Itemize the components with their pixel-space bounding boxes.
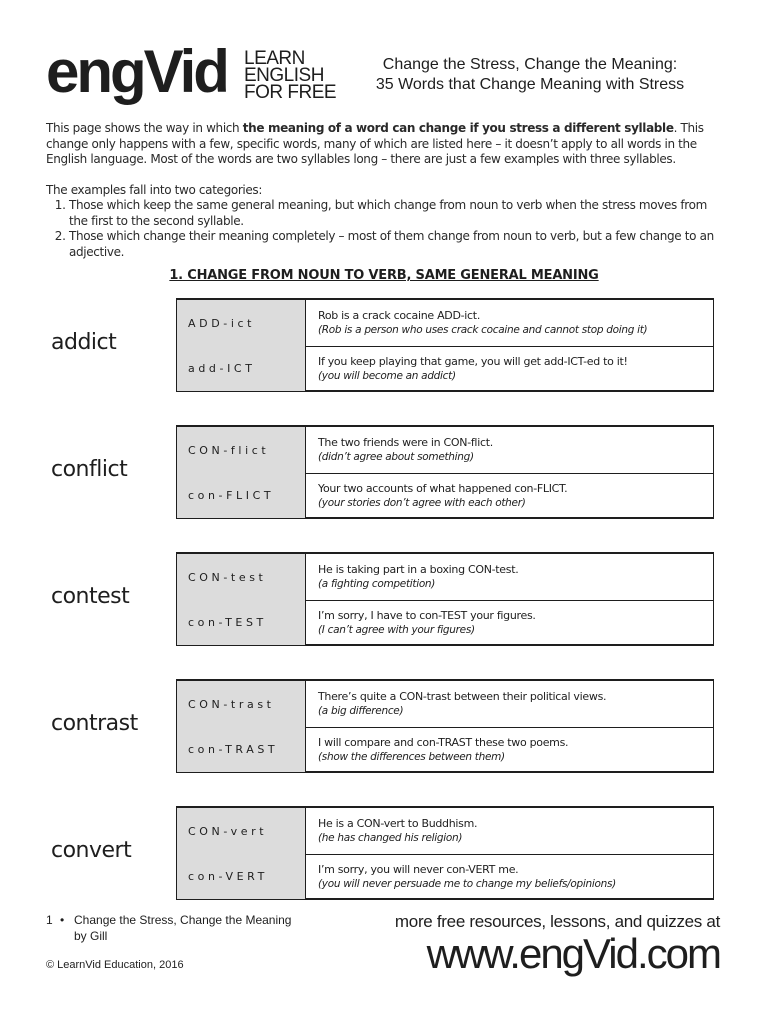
intro-p1-bold: the meaning of a word can change if you stress a different syllable [242,121,674,135]
entry-word: addict [51,330,117,355]
example-sentence: He is taking part in a boxing CON-test. [318,563,519,576]
intro-paragraph-1 [46,121,722,168]
example-meaning: (a big difference) [318,705,404,717]
example-cell [318,681,707,727]
category-item: 1. Those which keep the same general meaning, but which change from noun to verb when the stress moves from the first to the second syllable. [69,198,722,229]
word-entry [0,552,768,648]
word-entry [0,806,768,902]
footer-author: by Gill [74,929,108,943]
example-meaning: (your stories don’t agree with each other) [318,496,526,509]
section-heading: 1. CHANGE FROM NOUN TO VERB, SAME GENERAL MEANING [169,268,599,283]
logo-tagline [244,50,336,101]
footer-copyright: © LearnVid Education, 2016 [46,959,184,971]
pronunciation-cell: con-TRAST [177,727,306,772]
intro-paragraph-2: The examples fall into two categories: [46,182,263,197]
stress-row [177,473,713,518]
pronunciation-cell: con-FLICT [177,473,306,518]
document-title [345,55,715,95]
footer-more-resources: more free resources, lessons, and quizzes at [394,912,720,931]
pronunciation-cell: CON-trast [177,681,306,727]
entry-word: conflict [51,457,128,482]
example-meaning: (Rob is a person who uses crack cocaine and cannot stop doing it) [318,324,648,336]
example-cell [318,808,707,854]
pronunciation-cell: ADD-ict [177,300,306,346]
stress-row [177,854,713,899]
pronunciation-cell: CON-flict [177,427,306,473]
example-meaning: (show the differences between them) [318,750,505,763]
tagline-line-1: LEARN [244,48,305,69]
example-cell [318,300,707,346]
word-entry [0,425,768,521]
stress-table [176,552,714,646]
pronunciation-cell: con-TEST [177,600,306,645]
pronunciation-cell: con-VERT [177,854,306,899]
logo-wordmark: engVid [46,38,227,105]
example-cell [318,600,707,645]
stress-table [176,425,714,519]
intro-p1-end: . This change only happens with a few, specific words, many of which are listed here – it doesn’t apply to all words in the English language. Most of the words are two syllables long – there are just a few examples with three syllables. [46,121,704,166]
stress-row [177,300,713,347]
example-cell [318,854,707,899]
word-entry [0,298,768,394]
stress-row [177,427,713,474]
example-cell [318,427,707,473]
tagline-line-3: FOR FREE [244,82,337,103]
tagline-line-2: ENGLISH [244,65,324,86]
example-meaning: (you will become an addict) [318,369,456,382]
example-cell [318,473,707,518]
stress-row [177,346,713,391]
example-sentence: I’m sorry, you will never con-VERT me. [318,862,519,876]
intro-text [46,121,722,260]
example-cell [318,346,707,391]
stress-row [177,554,713,601]
stress-table [176,298,714,392]
footer-website-link[interactable]: www.engVid.com [426,930,720,977]
title-line-1: Change the Stress, Change the Meaning: [382,56,678,73]
example-sentence: Rob is a crack cocaine ADD-ict. [318,309,481,322]
example-meaning: (a fighting competition) [318,578,436,590]
example-sentence: If you keep playing that game, you will get add-ICT-ed to it! [318,354,628,368]
stress-row [177,600,713,645]
stress-table [176,806,714,900]
footer-promo [395,912,720,976]
example-sentence: I will compare and con-TRAST these two poems. [318,735,569,749]
example-meaning: (you will never persuade me to change my beliefs/opinions) [318,877,616,890]
categories-list [46,198,722,260]
stress-row [177,681,713,728]
example-sentence: There’s quite a CON-trast between their political views. [318,690,607,703]
title-line-2: 35 Words that Change Meaning with Stress [375,76,685,93]
footer-bullet: • [60,913,65,927]
pronunciation-cell: CON-vert [177,808,306,854]
example-sentence: Your two accounts of what happened con-FLICT. [318,481,568,495]
entry-word: contest [51,584,130,609]
example-cell [318,554,707,600]
example-meaning: (I can’t agree with your figures) [318,623,475,636]
category-item: 2. Those which change their meaning completely – most of them change from noun to verb, but a few change to an adjective. [69,229,722,260]
stress-row [177,808,713,855]
example-meaning: (didn’t agree about something) [318,451,474,463]
pronunciation-cell: CON-test [177,554,306,600]
entry-word: convert [51,838,132,863]
example-sentence: I’m sorry, I have to con-TEST your figures. [318,608,536,622]
stress-table [176,679,714,773]
pronunciation-cell: add-ICT [177,346,306,391]
example-meaning: (he has changed his religion) [318,832,463,844]
footer-title: Change the Stress, Change the Meaning [74,913,292,927]
entry-word: contrast [51,711,138,736]
page-number: 1 [46,913,53,927]
stress-row [177,727,713,772]
example-sentence: The two friends were in CON-flict. [318,436,493,449]
example-sentence: He is a CON-vert to Buddhism. [318,817,478,830]
word-entry [0,679,768,775]
intro-p1-start: This page shows the way in which [46,121,243,135]
example-cell [318,727,707,772]
